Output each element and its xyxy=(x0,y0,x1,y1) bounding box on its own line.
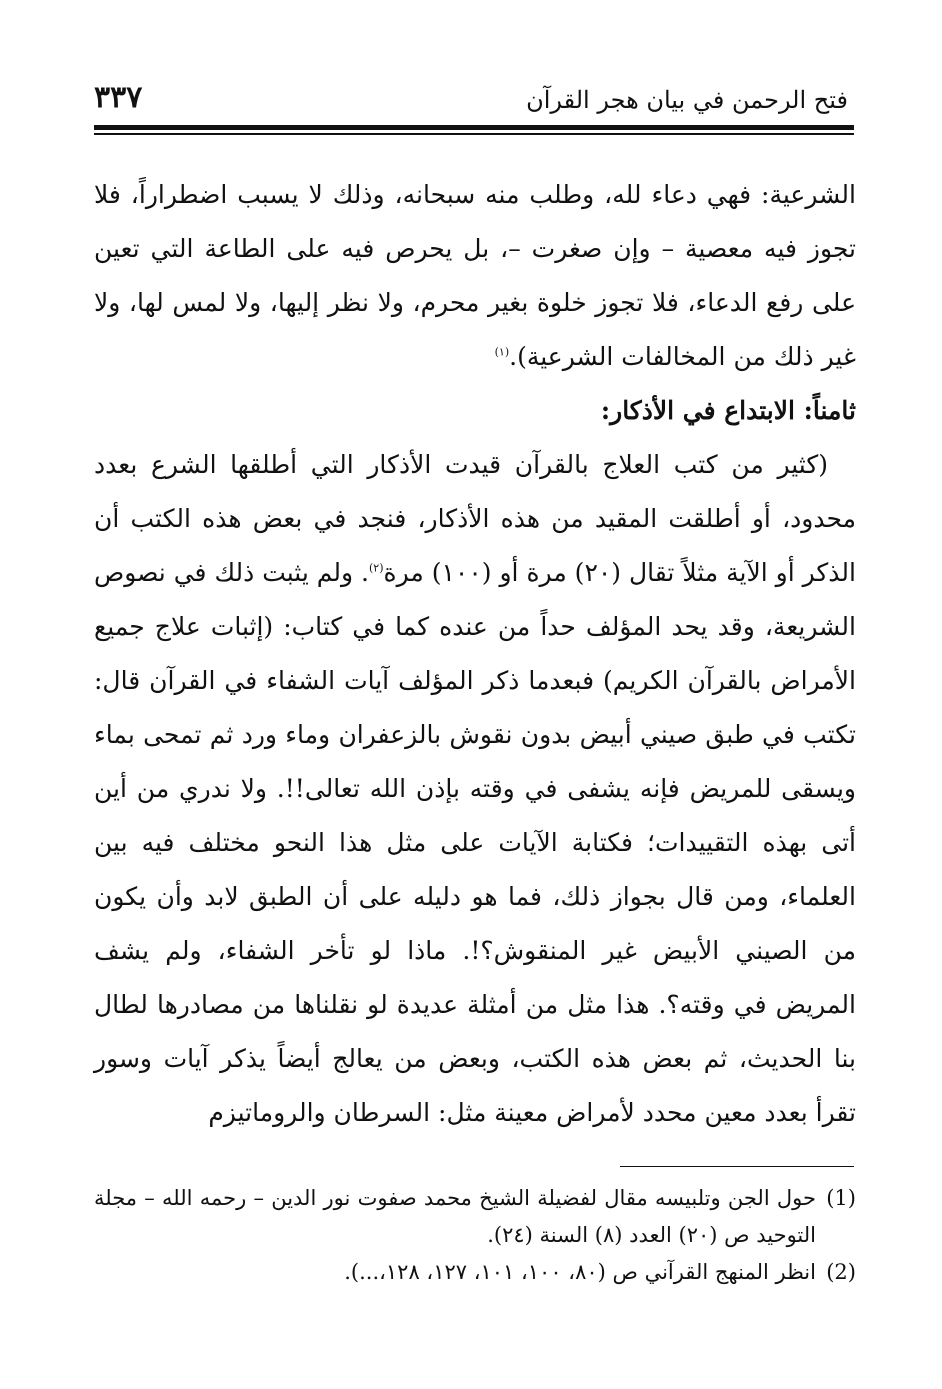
footnote-marker-2: (٢) xyxy=(368,561,384,575)
footnote-number: (1) xyxy=(826,1186,856,1210)
paragraph-2 xyxy=(94,438,856,1140)
paragraph-1 xyxy=(94,168,856,384)
footnote-separator xyxy=(620,1166,854,1167)
page-header xyxy=(94,78,848,122)
footnote-2 xyxy=(94,1254,856,1291)
page-number: ٣٣٧ xyxy=(94,80,143,115)
footnote-number: (2) xyxy=(826,1260,856,1284)
footnote-text: انظر المنهج القرآني ص (٨٠، ١٠٠، ١٠١، ١٢٧، ١٢٨،...). xyxy=(344,1260,816,1284)
footnote-marker-1: (١) xyxy=(494,345,510,359)
main-text xyxy=(94,168,856,1140)
paragraph-2-text-a: (كثير من كتب العلاج بالقرآن قيدت الأذكار التي أطلقها الشرع بعدد محدود، أو أطلقت المقيد من هذه الأذكار، فنجد في بعض هذه الكتب أن الذكر أو الآية مثلاً تقال (٢٠) مرة أو (١٠٠) مرة xyxy=(94,450,856,587)
running-title: فتح الرحمن في بيان هجر القرآن xyxy=(526,86,848,114)
footnote-text: حول الجن وتلبيسه مقال لفضيلة الشيخ محمد صفوت نور الدين – رحمه الله – مجلة التوحيد ص (٢٠) العدد (٨) السنة (٢٤). xyxy=(94,1186,816,1247)
header-rule-thick xyxy=(94,125,854,130)
footnotes xyxy=(94,1180,856,1291)
section-heading: ثامناً: الابتداع في الأذكار: xyxy=(600,396,856,425)
footnote-1 xyxy=(94,1180,856,1254)
paragraph-1-text: الشرعية: فهي دعاء لله، وطلب منه سبحانه، وذلك لا يسبب اضطراراً، فلا تجوز فيه معصية – وإن صغرت –، بل يحرص فيه على الطاعة التي تعين على رفع الدعاء، فلا تجوز خلوة بغير محرم، ولا نظر إليها، ولا لمس لها، ولا غير ذلك من المخالفات الشرعية). xyxy=(94,180,856,371)
paragraph-2-text-b: . ولم يثبت ذلك في نصوص الشريعة، وقد يحد المؤلف حداً من عنده كما في كتاب: (إثبات علاج جميع الأمراض بالقرآن الكريم) فبعدما ذكر المؤلف آيات الشفاء في القرآن قال: تكتب في طبق صيني أبيض بدون نقوش بالزعفران وماء ورد ثم تمحى بماء ويسقى للمريض فإنه يشفى في وقته بإذن الله تعالى!!. ولا ندري من أين أتى بهذه التقييدات؛ فكتابة الآيات على مثل هذا النحو مختلف فيه بين العلماء، ومن قال بجواز ذلك، فما هو دليله على أن الطبق لابد وأن يكون من الصيني الأبيض غير المنقوش؟!. ماذا لو تأخر الشفاء، ولم يشف المريض في وقته؟. هذا مثل من أمثلة عديدة لو نقلناها من مصادرها لطال بنا الحديث، ثم بعض هذه الكتب، وبعض من يعالج أيضاً يذكر آيات وسور تقرأ بعدد معين محدد لأمراض معينة مثل: السرطان والروماتيزم xyxy=(93,558,856,1127)
header-rule-thin xyxy=(94,133,854,135)
